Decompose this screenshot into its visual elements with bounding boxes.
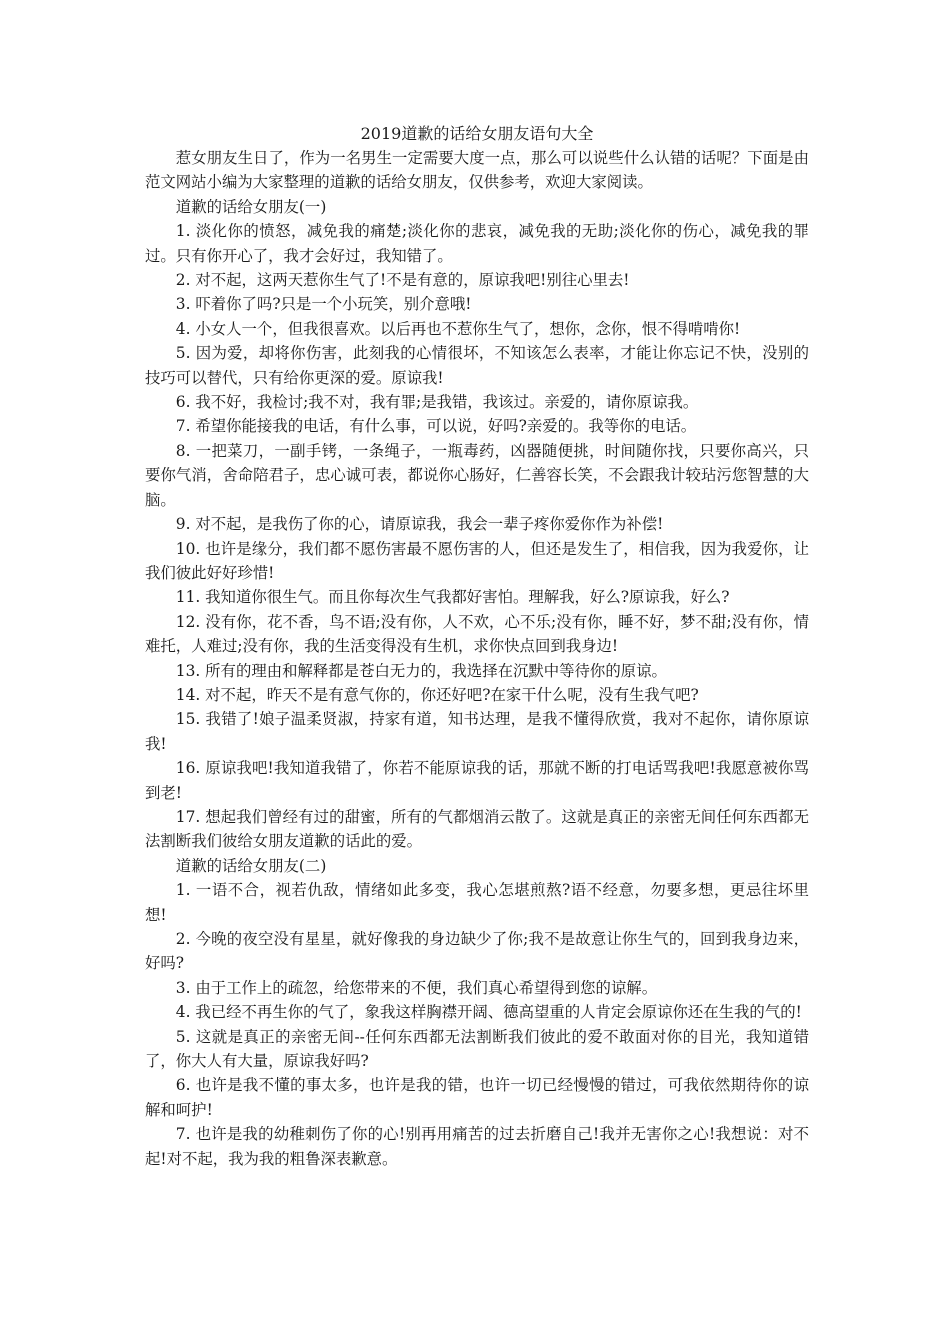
list-item: 2. 今晚的夜空没有星星，就好像我的身边缺少了你;我不是故意让你生气的，回到我身边来，好吗? [145,930,809,973]
list-item: 6. 我不好，我检讨;我不对，我有罪;是我错，我该过。亲爱的，请你原谅我。 [175,393,699,412]
list-item: 1. 一语不合，视若仇敌，情绪如此多变，我心怎堪煎熬?语不经意，勿要多想，更忌往坏里想! [145,881,809,924]
list-item: 7. 希望你能接我的电话，有什么事，可以说，好吗?亲爱的。我等你的电话。 [175,417,697,436]
list-item: 6. 也许是我不懂的事太多，也许是我的错，也许一切已经慢慢的错过，可我依然期待你的谅解和呵护! [145,1076,809,1119]
section-2-list [145,878,809,1171]
list-item: 15. 我错了!娘子温柔贤淑，持家有道，知书达理，是我不懂得欣赏，我对不起你，请你原谅我! [145,710,809,753]
list-item: 11. 我知道你很生气。而且你每次生气我都好害怕。理解我，好么?原谅我，好么? [175,588,730,607]
list-item: 2. 对不起，这两天惹你生气了!不是有意的，原谅我吧!别往心里去! [175,271,630,290]
list-item: 9. 对不起，是我伤了你的心，请原谅我，我会一辈子疼你爱你作为补偿! [175,515,664,534]
list-item: 16. 原谅我吧!我知道我错了，你若不能原谅我的话，那就不断的打电话骂我吧!我愿意被你骂到老! [145,759,809,802]
list-item: 5. 因为爱，却将你伤害，此刻我的心情很坏，不知该怎么表率，才能让你忘记不快，没别的技巧可以替代，只有给你更深的爱。原谅我! [145,344,809,387]
list-item: 5. 这就是真正的亲密无间--任何东西都无法割断我们彼此的爱不敢面对你的目光，我知道错了，你大人有大量，原谅我好吗? [145,1027,809,1071]
list-item: 12. 没有你，花不香，鸟不语;没有你，人不欢，心不乐;没有你，睡不好，梦不甜;没有你，情难托，人难过;没有你，我的生活变得没有生机，求你快点回到我身边! [145,612,809,656]
list-item: 10. 也许是缘分，我们都不愿伤害最不愿伤害的人，但还是发生了，相信我，因为我爱你，让我们彼此好好珍惜! [145,539,809,582]
list-item: 4. 小女人一个，但我很喜欢。以后再也不惹你生气了，想你，念你，恨不得啃啃你! [175,319,741,338]
intro-paragraph: 惹女朋友生日了，作为一名男生一定需要大度一点，那么可以说些什么认错的话呢？下面是由范文网站小编为大家整理的道歉的话给女朋友，仅供参考，欢迎大家阅读。 [145,149,809,192]
list-item: 17. 想起我们曾经有过的甜蜜，所有的气都烟消云散了。这就是真正的亲密无间任何东西都无法割断我们彼给女朋友道歉的话此的爱。 [145,807,809,851]
list-item: 4. 我已经不再生你的气了，象我这样胸襟开阔、德高望重的人肯定会原谅你还在生我的气的! [175,1003,802,1022]
list-item: 7. 也许是我的幼稚刺伤了你的心!别再用痛苦的过去折磨自己!我并无害你之心!我想说：对不起!对不起，我为我的粗鲁深表歉意。 [145,1125,809,1168]
list-item: 3. 由于工作上的疏忽，给您带来的不便，我们真心希望得到您的谅解。 [175,978,658,997]
list-item: 1. 淡化你的愤怒，减免我的痛楚;淡化你的悲哀，减免我的无助;淡化你的伤心，减免我的罪过。只有你开心了，我才会好过，我知错了。 [145,222,809,265]
list-item: 14. 对不起，昨天不是有意气你的，你还好吧?在家干什么呢，没有生我气吧? [175,685,699,704]
section-1-list [145,219,809,854]
section-1-heading: 道歉的话给女朋友(一) [175,197,327,216]
document-page [145,122,809,1171]
list-item: 13. 所有的理由和解释都是苍白无力的，我选择在沉默中等待你的原谅。 [175,661,667,680]
document-title: 2019道歉的话给女朋友语句大全 [360,124,594,143]
section-2-heading: 道歉的话给女朋友(二) [175,856,327,875]
list-item: 8. 一把菜刀，一副手铐，一条绳子，一瓶毒药，凶器随便挑，时间随你找，只要你高兴，只要你气消，舍命陪君子，忠心诚可表，都说你心肠好，仁善容长笑，不会跟我计较玷污您智慧的大脑。 [145,441,809,509]
list-item: 3. 吓着你了吗?只是一个小玩笑，别介意哦! [175,295,472,314]
